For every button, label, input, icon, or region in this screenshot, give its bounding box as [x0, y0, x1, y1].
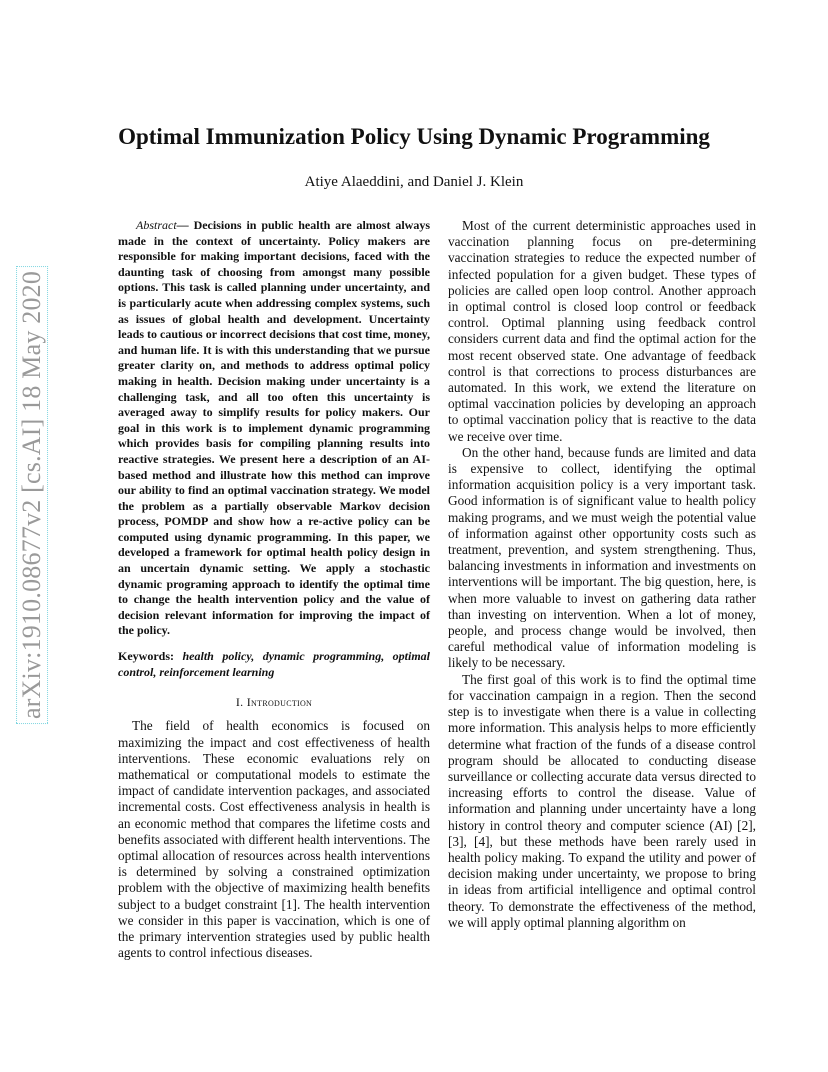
- keywords: [118, 649, 430, 680]
- intro-paragraph-1: The field of health economics is focused on maximizing the impact and cost effectiveness of health interventions. These economic evaluations rely on mathematical or computational models to estimate the impact of candidate intervention packages, and associated incremental costs. Cost effectiveness analysis in health is an economic method that compares the lifetime costs and benefits associated with different health interventions. The optimal allocation of resources across health interventions is determined by solving a constrained optimization problem with the objective of maximizing health benefits subject to a budget constraint [1]. The health intervention we consider in this paper is vaccination, which is one of the primary intervention strategies used by public health agents to control infectious diseases.: [118, 718, 430, 961]
- paper-authors: Atiye Alaeddini, and Daniel J. Klein: [304, 174, 524, 190]
- left-column: [118, 218, 430, 961]
- paper-title: Optimal Immunization Policy Using Dynamic Programming: [118, 124, 710, 149]
- abstract-label: Abstract: [136, 218, 177, 232]
- intro-paragraph-2: Most of the current deterministic approaches used in vaccination planning focus on pre-determining vaccination strategies to reduce the expected number of infected population for a given budget. These types of policies are called open loop control. Another approach in optimal control is closed loop control or feedback control. Optimal planning using feedback control considers current data and find the optimal action for the most recent observed state. One advantage of feedback control is that corrections to process disturbances are automated. In this work, we extend the literature on optimal vaccination policies by developing an approach to optimal vaccination policy that is reactive to the data we receive over time.: [448, 218, 756, 444]
- intro-paragraph-3: On the other hand, because funds are limited and data is expensive to collect, identifying the optimal information acquisition policy is a very important task. Good information is of significant value to health policy making programs, and we must weigh the potential value of information against other opportunity costs such as treatment, prevention, and system strengthening. Thus, balancing investments in information and investments on interventions will be important. The big question, here, is when more valuable to invest on gathering data rather than investing on intervention. When a lot of money, people, and process change would be involved, then careful methodical value of information modeling is likely to be necessary.: [448, 444, 756, 671]
- keywords-text: health policy, dynamic programming, optimal control, reinforcement learning: [118, 649, 431, 679]
- abstract: Abstract— Decisions in public health are almost always made in the context of uncertainty. Policy makers are responsible for making important decisions, faced with the daunting task of choosing from amongst many possible options. This task is called planning under uncertainty, and is particularly acute when addressing complex systems, such as issues of global health and development. Uncertainty leads to cautious or incorrect decisions that cost time, money, and human life. It is with this understanding that we pursue greater clarity on, and methods to address optimal policy making in health. Decision making under uncertainty is a challenging task, and all too often this uncertainty is averaged away to simplify results for policy makers. Our goal in this work is to implement dynamic programming which provides basis for compiling planning results into reactive strategies. We present here a description of an AI-based method and illustrate how this method can improve our ability to find an optimal vaccination strategy. We model the problem as a partially observable Markov decision process, POMDP and show how a re-active policy can be computed using dynamic programming. In this paper, we developed a framework for optimal health policy design in an uncertain dynamic setting. We apply a stochastic dynamic programing approach to identify the optimal time to change the health intervention policy and the value of decision relevant information for improving the impact of the policy.: [118, 218, 430, 638]
- right-column: [448, 218, 756, 931]
- keywords-label: Keywords:: [118, 649, 174, 664]
- section-title: Introduction: [246, 695, 313, 710]
- abstract-text: Decisions in public health are almost always made in the context of uncertainty. Policy makers are responsible for making important decisions, faced with the daunting task of choosing from amongst many possible options. This task is called planning under uncertainty, and is particularly acute when addressing complex systems, such as issues of global health and development. Uncertainty leads to cautious or incorrect decisions that cost time, money, and human life. It is with this understanding that we pursue greater clarity on, and methods to address optimal policy making in health. Decision making under uncertainty is a challenging task, and all too often this uncertainty is averaged away to simplify results for policy makers. Our goal in this work is to implement dynamic programming which provides basis for compiling planning results into reactive strategies. We present here a description of an AI-based method and illustrate how this method can improve our ability to find an optimal vaccination strategy. We model the problem as a partially observable Markov decision process, POMDP and show how a re-active policy can be computed using dynamic programming. In this paper, we developed a framework for optimal health policy design in an uncertain dynamic setting. We apply a stochastic dynamic programing approach to identify the optimal time to change the health intervention policy and the value of decision relevant information for improving the impact of the policy.: [118, 218, 430, 638]
- arxiv-sidebar-stamp: [12, 250, 52, 740]
- arxiv-identifier: arXiv:1910.08677v2 [cs.AI] 18 May 2020: [17, 267, 47, 723]
- section-heading-introduction: [118, 694, 430, 710]
- section-number: I.: [235, 695, 244, 710]
- intro-paragraph-4: The first goal of this work is to find the optimal time for vaccination campaign in a region. Then the second step is to investigate when there is a value in collecting more information. This analysis helps to more efficiently determine what fraction of the funds of a disease control program should be allocated to conducting disease surveillance or collecting accurate data versus directed to increasing efforts to control the disease. Value of information and planning under uncertainty have a long history in control theory and computer science (AI) [2], [3], [4], but these methods have been rarely used in health policy making. To expand the utility and power of decision making under uncertainty, we propose to bring in ideas from artificial intelligence and optimal control theory. To demonstrate the effectiveness of the method, we will apply optimal planning algorithm on: [448, 671, 756, 930]
